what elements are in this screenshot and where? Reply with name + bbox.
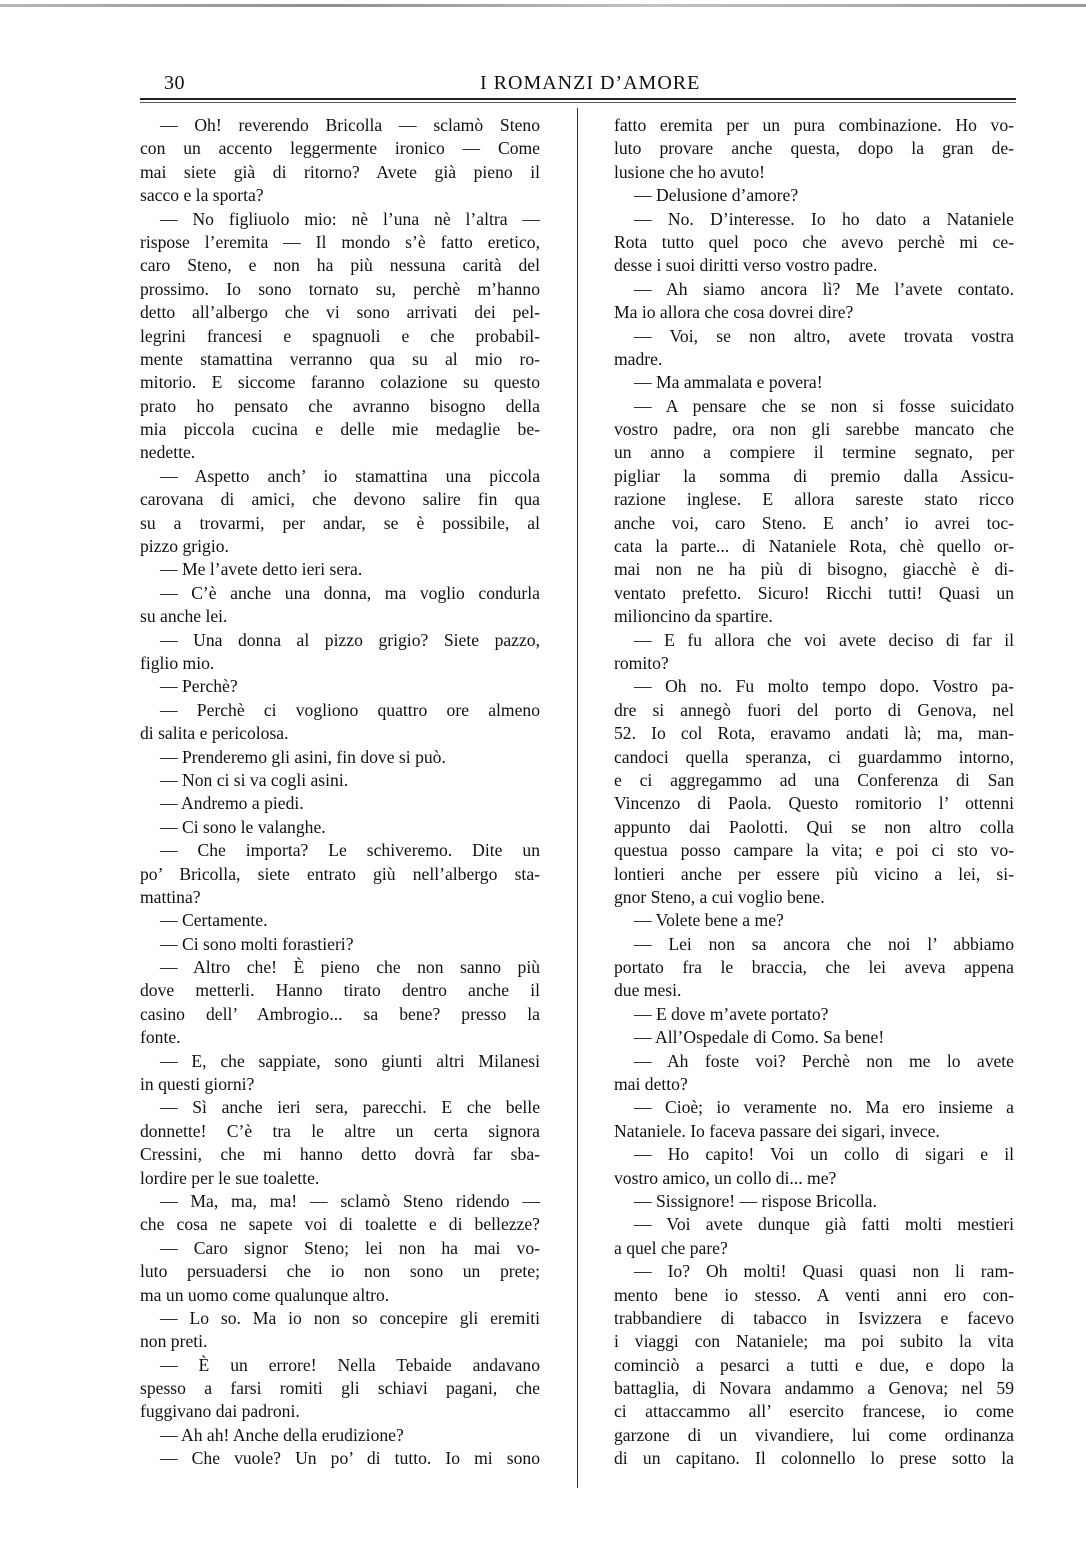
text-line: a quel che pare?: [614, 1237, 728, 1258]
text-line: 52. Io col Rota, eravamo andati là; ma, man-: [614, 723, 1014, 744]
text-line: — Delusione d’amore?: [634, 185, 799, 206]
text-line: razione inglese. E allora sareste stato ricco: [614, 489, 1014, 510]
text-line: questua posso campare la vita; e poi ci sto vo-: [614, 840, 1014, 861]
text-line: fatto eremita per un pura combinazione. Ho vo-: [614, 115, 1014, 135]
text-line: pizzo grigio.: [140, 536, 229, 557]
text-line: po’ Bricolla, siete entrato giù nell’albergo sta-: [140, 863, 540, 884]
text-line: in questi giorni?: [140, 1074, 255, 1095]
text-line: — Certamente.: [160, 910, 268, 931]
text-line: — C’è anche una donna, ma voglio condurla: [160, 582, 540, 603]
text-line: luto provare anche questa, dopo la gran de-: [614, 138, 1014, 159]
text-line: — Aspetto anch’ io stamattina una piccola: [160, 465, 540, 486]
text-line: figlio mio.: [140, 652, 215, 673]
text-line: carovana di amici, che devono salire fin qua: [140, 489, 540, 510]
text-line: e ci aggregammo ad una Conferenza di San: [614, 769, 1014, 790]
text-line: — Voi, se non altro, avete trovata vostra: [634, 325, 1014, 346]
text-line: — È un errore! Nella Tebaide andavano: [160, 1354, 540, 1375]
text-line: Cressini, che mi hanno detto dovrà far sba-: [140, 1144, 540, 1165]
text-line: — No. D’interesse. Io ho dato a Nataniele: [634, 208, 1014, 229]
page-header: [140, 68, 1016, 98]
text-line: nedette.: [140, 442, 196, 463]
text-line: gnor Steno, a cui voglio bene.: [614, 886, 825, 907]
text-line: — Ma, ma, ma! — sclamò Steno ridendo —: [160, 1190, 540, 1211]
text-line: — Una donna al pizzo grigio? Siete pazzo,: [160, 629, 540, 650]
text-line: — Lei non sa ancora che noi l’ abbiamo: [634, 933, 1014, 954]
text-line: con un accento leggermente ironico — Come: [140, 138, 540, 159]
text-line: garzone di un vivandiere, lui come ordinanza: [614, 1424, 1014, 1445]
text-line: su a trovarmi, per andar, se è possibile, al: [140, 512, 540, 533]
text-line: mattina?: [140, 886, 201, 907]
text-line: vostro amico, un collo di... me?: [614, 1167, 837, 1188]
header-rule-thin: [140, 102, 1016, 103]
text-line: di salita e pericolosa.: [140, 723, 289, 744]
text-line: — Me l’avete detto ieri sera.: [160, 559, 363, 580]
text-line: trabbandiere di tabacco in Isvizzera e facevo: [614, 1307, 1014, 1328]
text-line: rispose l’eremita — Il mondo s’è fatto eretico,: [140, 231, 540, 252]
text-line: non preti.: [140, 1331, 208, 1352]
text-line: — Che vuole? Un po’ di tutto. Io mi sono: [160, 1448, 540, 1469]
text-line: vostro padre, ora non gli sarebbe mancato che: [614, 419, 1014, 440]
text-line: — E fu allora che voi avete deciso di far il: [634, 629, 1014, 650]
text-line: — Cioè; io veramente no. Ma ero insieme a: [634, 1097, 1014, 1118]
text-line: lusione che ho avuto!: [614, 161, 765, 182]
text-line: ventato prefetto. Sicuro! Ricchi tutti! Quasi un: [614, 582, 1014, 603]
text-line: dre si annegò fuori del porto di Genova, nel: [614, 699, 1014, 720]
page-number: 30: [164, 72, 185, 94]
text-line: donnette! C’è tra le altre un certa signora: [140, 1120, 540, 1141]
text-line: — E, che sappiate, sono giunti altri Milanesi: [160, 1050, 540, 1071]
text-line: — Caro signor Steno; lei non ha mai vo-: [160, 1237, 540, 1258]
text-line: mente stamattina verranno qua su al mio ro-: [140, 348, 540, 369]
text-line: — Lo so. Ma io non so concepire gli eremiti: [160, 1307, 540, 1328]
text-line: — E dove m’avete portato?: [634, 1003, 829, 1024]
text-line: casino dell’ Ambrogio... sa bene? presso la: [140, 1003, 540, 1024]
text-line: — Prenderemo gli asini, fin dove si può.: [160, 746, 446, 767]
text-line: lordire per le sue toalette.: [140, 1167, 320, 1188]
column-divider: [577, 108, 578, 1488]
text-line: romito?: [614, 652, 669, 673]
text-line: Ma io allora che cosa dovrei dire?: [614, 302, 854, 323]
running-title: I ROMANZI D’AMORE: [480, 72, 701, 94]
text-line: detto all’albergo che vi sono arrivati dei pel-: [140, 302, 540, 323]
text-line: anche voi, caro Steno. E anch’ io avrei toc-: [614, 512, 1014, 533]
text-line: mento bene io stesso. A venti anni ero con-: [614, 1284, 1014, 1305]
text-line: prato ho pensato che avranno bisogno della: [140, 395, 540, 416]
text-line: battaglia, di Novara andammo a Genova; nel 59: [614, 1378, 1014, 1399]
text-line: ma un uomo come qualunque altro.: [140, 1284, 390, 1305]
text-line: su anche lei.: [140, 606, 228, 627]
text-line: di un capitano. Il colonnello lo prese sotto la: [614, 1448, 1014, 1469]
text-line: Nataniele. Io faceva passare dei sigari, invece.: [614, 1120, 940, 1141]
text-line: portato fra le braccia, che lei aveva appena: [614, 957, 1014, 978]
text-line: — Che importa? Le schiveremo. Dite un: [160, 840, 540, 861]
text-line: — Ah ah! Anche della erudizione?: [160, 1424, 404, 1445]
text-line: — Ci sono molti forastieri?: [160, 933, 354, 954]
text-line: che cosa ne sapete voi di toalette e di bellezze?: [140, 1214, 540, 1235]
text-line: pigliar la somma di premio dalla Assicu-: [614, 465, 1014, 486]
text-line: mai detto?: [614, 1074, 688, 1095]
text-line: — All’Ospedale di Como. Sa bene!: [634, 1027, 885, 1048]
text-line: prossimo. Io sono tornato su, perchè m’hanno: [140, 278, 540, 299]
text-line: fuggivano dai padroni.: [140, 1401, 300, 1422]
text-line: milioncino da spartire.: [614, 606, 773, 627]
text-line: un anno a compiere il termine segnato, per: [614, 442, 1014, 463]
text-line: candoci quella speranza, ci guardammo intorno,: [614, 746, 1014, 767]
text-line: desse i suoi diritti verso vostro padre.: [614, 255, 878, 276]
text-line: due mesi.: [614, 980, 682, 1001]
text-line: — Altro che! È pieno che non sanno più: [160, 957, 540, 978]
text-line: — Sì anche ieri sera, parecchi. E che belle: [160, 1097, 540, 1118]
page-top-edge: [0, 4, 1086, 7]
text-line: mitorio. E siccome faranno colazione su questo: [140, 372, 540, 393]
text-line: spesso a farsi romiti gli schiavi pagani, che: [140, 1378, 540, 1399]
text-line: — Sissignore! — rispose Bricolla.: [634, 1190, 877, 1211]
text-line: fonte.: [140, 1027, 181, 1048]
text-line: i viaggi con Nataniele; ma poi subito la vita: [614, 1331, 1014, 1352]
text-line: dove metterli. Hanno tirato dentro anche il: [140, 980, 540, 1001]
text-line: cata la parte... di Nataniele Rota, chè quello or-: [614, 536, 1014, 557]
text-line: — Oh no. Fu molto tempo dopo. Vostro pa-: [634, 676, 1014, 697]
text-line: mia piccola cucina e delle mie medaglie be-: [140, 419, 540, 440]
text-line: — Andremo a piedi.: [160, 793, 304, 814]
text-line: lontieri anche per essere più vicino a lei, si-: [614, 863, 1014, 884]
header-rule: [140, 98, 1016, 100]
text-line: — Ah siamo ancora lì? Me l’avete contato.: [634, 278, 1014, 299]
text-line: cominciò a pesarci a tutti e due, e dopo la: [614, 1354, 1014, 1375]
text-line: — Oh! reverendo Bricolla — sclamò Steno: [160, 115, 540, 135]
text-line: — Io? Oh molti! Quasi quasi non li ram-: [634, 1261, 1014, 1282]
text-line: luto persuadersi che io non sono un prete;: [140, 1261, 540, 1282]
text-line: caro Steno, e non ha più nessuna carità del: [140, 255, 540, 276]
text-line: — Ci sono le valanghe.: [160, 816, 326, 837]
text-line: appunto dai Paolotti. Qui se non altro colla: [614, 816, 1014, 837]
text-line: — Voi avete dunque già fatti molti mestieri: [634, 1214, 1014, 1235]
text-line: legrini francesi e spagnuoli e che probabil-: [140, 325, 540, 346]
text-line: madre.: [614, 348, 663, 369]
text-line: Vincenzo di Paola. Questo romitorio l’ ottenni: [614, 793, 1014, 814]
text-line: — Non ci si va cogli asini.: [160, 769, 349, 790]
text-line: mai siete già di ritorno? Avete già pieno il: [140, 161, 540, 182]
left-text-column: [140, 114, 540, 1471]
text-line: — No figliuolo mio: nè l’una nè l’altra —: [160, 208, 540, 229]
text-line: — Ho capito! Voi un collo di sigari e il: [634, 1144, 1014, 1165]
text-line: — Ma ammalata e povera!: [634, 372, 823, 393]
text-line: — Ah foste voi? Perchè non me lo avete: [634, 1050, 1014, 1071]
text-line: mai non ne ha più di bisogno, giacchè è di-: [614, 559, 1014, 580]
text-line: sacco e la sporta?: [140, 185, 264, 206]
text-line: Rota tutto quel poco che avevo perchè mi ce-: [614, 231, 1014, 252]
right-text-column: [614, 114, 1014, 1471]
text-line: — A pensare che se non si fosse suicidato: [634, 395, 1014, 416]
text-line: — Perchè?: [160, 676, 238, 697]
text-line: — Volete bene a me?: [634, 910, 784, 931]
text-line: — Perchè ci vogliono quattro ore almeno: [160, 699, 540, 720]
text-line: ci attaccammo all’ esercito francese, io come: [614, 1401, 1014, 1422]
